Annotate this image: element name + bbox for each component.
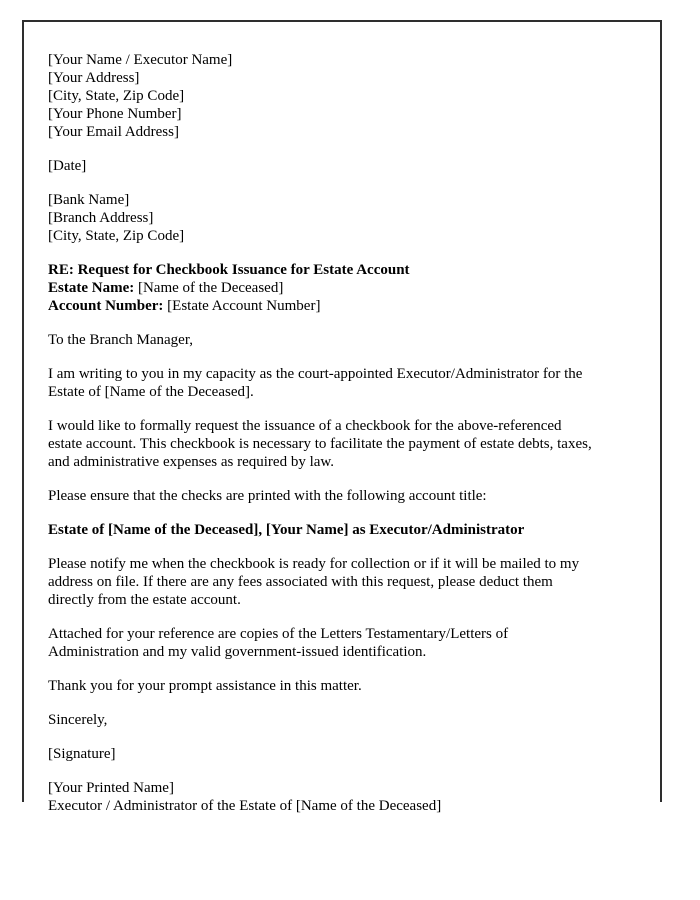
letter-page (22, 20, 662, 814)
paragraph-thanks: Thank you for your prompt assistance in this matter. (48, 678, 362, 694)
signature-placeholder: [Signature] (48, 746, 116, 762)
paragraph-attached: Attached for your reference are copies of the Letters Testamentary/Letters of Administration and my valid government-issued identification. (48, 626, 509, 660)
estate-name-value: [Name of the Deceased] (137, 280, 284, 296)
paragraph-capacity: I am writing to you in my capacity as the court-appointed Executor/Administrator for the Estate of [Name of the Deceased]. (48, 366, 583, 400)
closing: Sincerely, (48, 712, 108, 728)
account-number-label: Account Number: (48, 298, 164, 314)
date-line: [Date] (48, 158, 87, 174)
estate-name-label: Estate Name: (48, 280, 135, 296)
recipient-bank-block: [Bank Name] [Branch Address] [City, State, Zip Code] (48, 192, 185, 244)
subject-estate-line (48, 279, 644, 297)
subject-re-line: RE: Request for Checkbook Issuance for Estate Account (48, 262, 410, 278)
subject-block (48, 261, 644, 315)
paragraph-notify: Please notify me when the checkbook is ready for collection or if it will be mailed to my address on file. If there are any fees associated with this request, please deduct them directly from the estate account. (48, 556, 580, 608)
account-title-line: Estate of [Name of the Deceased], [Your Name] as Executor/Administrator (48, 522, 525, 538)
salutation: To the Branch Manager, (48, 332, 193, 348)
paragraph-ensure: Please ensure that the checks are printed with the following account title: (48, 488, 487, 504)
signoff-block: [Your Printed Name] Executor / Administrator of the Estate of [Name of the Deceased] (48, 780, 442, 814)
account-number-value: [Estate Account Number] (167, 298, 321, 314)
subject-account-line (48, 297, 644, 315)
paragraph-request: I would like to formally request the issuance of a checkbook for the above-referenced estate account. This checkbook is necessary to facilitate the payment of estate debts, taxes, and administrative expenses as required by law. (48, 418, 592, 470)
sender-address-block: [Your Name / Executor Name] [Your Address] [City, State, Zip Code] [Your Phone Number] [Your Email Address] (48, 52, 233, 140)
